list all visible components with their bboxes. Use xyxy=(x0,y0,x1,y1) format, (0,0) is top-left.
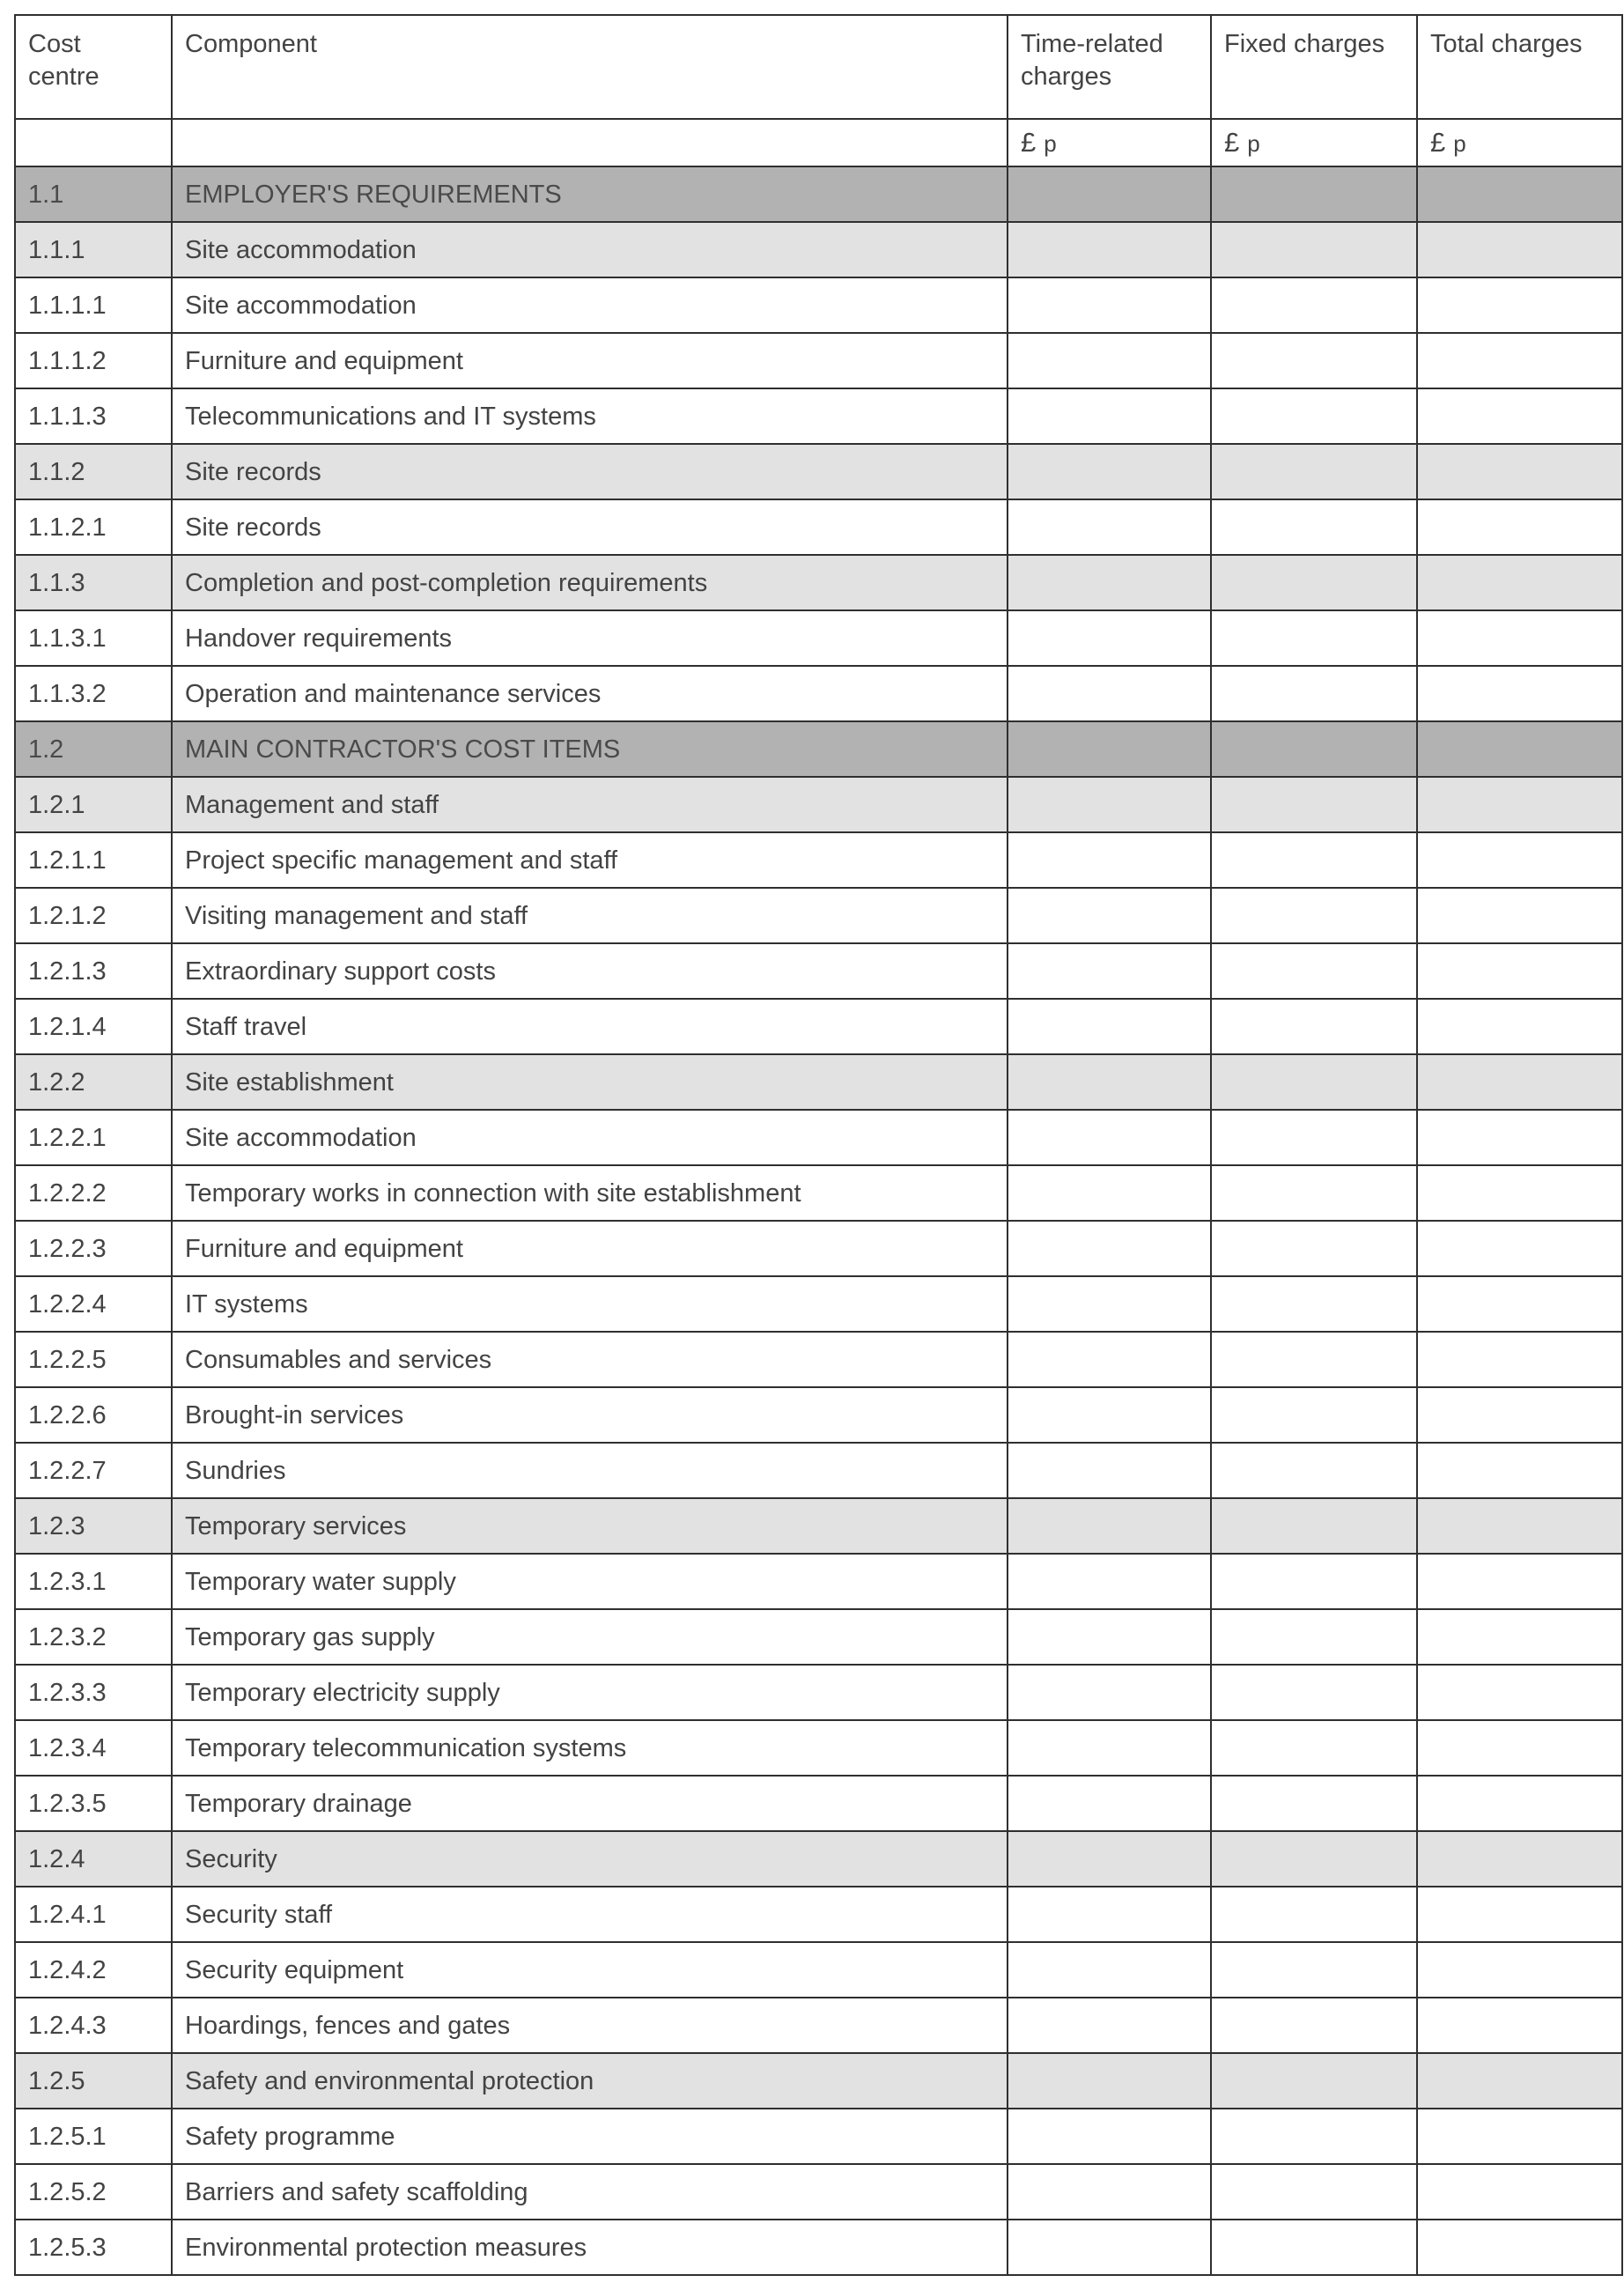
cost-centre-cell: 1.1.1 xyxy=(15,222,172,277)
cost-centre-cell: 1.1.3.2 xyxy=(15,666,172,721)
table-row xyxy=(15,1998,1622,2053)
table-row xyxy=(15,555,1622,610)
fixed-charges-cell xyxy=(1211,2220,1417,2275)
fixed-charges-cell xyxy=(1211,2164,1417,2220)
table-row xyxy=(15,166,1622,222)
unit-time-related xyxy=(1008,119,1211,166)
time-related-cell xyxy=(1008,1387,1211,1443)
time-related-cell xyxy=(1008,1221,1211,1276)
cost-centre-cell: 1.2.2.3 xyxy=(15,1221,172,1276)
total-charges-cell xyxy=(1417,888,1622,943)
component-cell: IT systems xyxy=(172,1276,1008,1332)
unit-component-empty xyxy=(172,119,1008,166)
component-cell: Staff travel xyxy=(172,999,1008,1054)
table-row xyxy=(15,388,1622,444)
fixed-charges-cell xyxy=(1211,166,1417,222)
table-row xyxy=(15,1276,1622,1332)
table-row xyxy=(15,1831,1622,1887)
time-related-cell xyxy=(1008,555,1211,610)
unit-cost-centre-empty xyxy=(15,119,172,166)
time-related-cell xyxy=(1008,1720,1211,1776)
cost-centre-cell: 1.2.2.7 xyxy=(15,1443,172,1498)
time-related-cell xyxy=(1008,1609,1211,1665)
fixed-charges-cell xyxy=(1211,999,1417,1054)
time-related-cell xyxy=(1008,943,1211,999)
header-time-related: Time-related charges xyxy=(1008,15,1211,119)
fixed-charges-cell xyxy=(1211,499,1417,555)
unit-total-charges xyxy=(1417,119,1622,166)
cost-centre-cell: 1.1 xyxy=(15,166,172,222)
cost-centre-cell: 1.1.2.1 xyxy=(15,499,172,555)
table-row xyxy=(15,1387,1622,1443)
time-related-cell xyxy=(1008,333,1211,388)
total-charges-cell xyxy=(1417,721,1622,777)
table-row xyxy=(15,1165,1622,1221)
total-charges-cell xyxy=(1417,2053,1622,2109)
table-row xyxy=(15,444,1622,499)
component-cell: Security equipment xyxy=(172,1942,1008,1998)
component-cell: Temporary water supply xyxy=(172,1554,1008,1609)
time-related-cell xyxy=(1008,610,1211,666)
total-charges-cell xyxy=(1417,999,1622,1054)
time-related-cell xyxy=(1008,2053,1211,2109)
unit-row xyxy=(15,119,1622,166)
total-charges-cell xyxy=(1417,1942,1622,1998)
table-row xyxy=(15,888,1622,943)
component-cell: Consumables and services xyxy=(172,1332,1008,1387)
component-cell: EMPLOYER'S REQUIREMENTS xyxy=(172,166,1008,222)
total-charges-cell xyxy=(1417,555,1622,610)
fixed-charges-cell xyxy=(1211,721,1417,777)
cost-centre-cell: 1.1.1.3 xyxy=(15,388,172,444)
table-row xyxy=(15,277,1622,333)
time-related-cell xyxy=(1008,388,1211,444)
component-cell: Site accommodation xyxy=(172,1110,1008,1165)
cost-centre-cell: 1.2.2.2 xyxy=(15,1165,172,1221)
cost-centre-cell: 1.2.2.6 xyxy=(15,1387,172,1443)
time-related-cell xyxy=(1008,1165,1211,1221)
time-related-cell xyxy=(1008,166,1211,222)
table-row xyxy=(15,2109,1622,2164)
cost-centre-cell: 1.1.1.1 xyxy=(15,277,172,333)
time-related-cell xyxy=(1008,888,1211,943)
time-related-cell xyxy=(1008,832,1211,888)
total-charges-cell xyxy=(1417,388,1622,444)
component-cell: Project specific management and staff xyxy=(172,832,1008,888)
total-charges-cell xyxy=(1417,1054,1622,1110)
fixed-charges-cell xyxy=(1211,943,1417,999)
table-head xyxy=(15,15,1622,166)
time-related-cell xyxy=(1008,1332,1211,1387)
table-row xyxy=(15,1554,1622,1609)
cost-centre-cell: 1.2.1 xyxy=(15,777,172,832)
cost-centre-cell: 1.2.3.4 xyxy=(15,1720,172,1776)
time-related-cell xyxy=(1008,2164,1211,2220)
cost-centre-cell: 1.2 xyxy=(15,721,172,777)
total-charges-cell xyxy=(1417,1443,1622,1498)
cost-centre-cell: 1.2.1.1 xyxy=(15,832,172,888)
component-cell: Security xyxy=(172,1831,1008,1887)
total-charges-cell xyxy=(1417,444,1622,499)
total-charges-cell xyxy=(1417,222,1622,277)
fixed-charges-cell xyxy=(1211,444,1417,499)
component-cell: Barriers and safety scaffolding xyxy=(172,2164,1008,2220)
time-related-cell xyxy=(1008,1554,1211,1609)
currency-symbol: £ xyxy=(1430,126,1446,158)
time-related-cell xyxy=(1008,277,1211,333)
cost-centre-cell: 1.2.5 xyxy=(15,2053,172,2109)
table-row xyxy=(15,721,1622,777)
total-charges-cell xyxy=(1417,1998,1622,2053)
component-cell: Safety programme xyxy=(172,2109,1008,2164)
total-charges-cell xyxy=(1417,1609,1622,1665)
cost-centre-cell: 1.2.3.1 xyxy=(15,1554,172,1609)
table-row xyxy=(15,1443,1622,1498)
total-charges-cell xyxy=(1417,943,1622,999)
table-row xyxy=(15,1942,1622,1998)
time-related-cell xyxy=(1008,999,1211,1054)
table-row xyxy=(15,1498,1622,1554)
fixed-charges-cell xyxy=(1211,1165,1417,1221)
fixed-charges-cell xyxy=(1211,1110,1417,1165)
total-charges-cell xyxy=(1417,1887,1622,1942)
cost-centre-cell: 1.2.4 xyxy=(15,1831,172,1887)
table-row xyxy=(15,943,1622,999)
component-cell: Site accommodation xyxy=(172,277,1008,333)
table-row xyxy=(15,1110,1622,1165)
component-cell: Temporary works in connection with site establishment xyxy=(172,1165,1008,1221)
total-charges-cell xyxy=(1417,1387,1622,1443)
time-related-cell xyxy=(1008,1665,1211,1720)
fixed-charges-cell xyxy=(1211,666,1417,721)
cost-centre-cell: 1.2.3.2 xyxy=(15,1609,172,1665)
table-row xyxy=(15,1720,1622,1776)
component-cell: Temporary electricity supply xyxy=(172,1665,1008,1720)
fixed-charges-cell xyxy=(1211,555,1417,610)
fixed-charges-cell xyxy=(1211,1443,1417,1498)
cost-centre-cell: 1.2.2 xyxy=(15,1054,172,1110)
component-cell: MAIN CONTRACTOR'S COST ITEMS xyxy=(172,721,1008,777)
table-row xyxy=(15,222,1622,277)
total-charges-cell xyxy=(1417,666,1622,721)
table-row xyxy=(15,777,1622,832)
fixed-charges-cell xyxy=(1211,277,1417,333)
fixed-charges-cell xyxy=(1211,333,1417,388)
total-charges-cell xyxy=(1417,610,1622,666)
table-row xyxy=(15,832,1622,888)
component-cell: Brought-in services xyxy=(172,1387,1008,1443)
currency-symbol: £ xyxy=(1224,126,1240,158)
component-cell: Security staff xyxy=(172,1887,1008,1942)
currency-symbol: £ xyxy=(1021,126,1037,158)
cost-centre-cell: 1.2.2.4 xyxy=(15,1276,172,1332)
fixed-charges-cell xyxy=(1211,1665,1417,1720)
component-cell: Temporary services xyxy=(172,1498,1008,1554)
component-cell: Operation and maintenance services xyxy=(172,666,1008,721)
component-cell: Site establishment xyxy=(172,1054,1008,1110)
time-related-cell xyxy=(1008,721,1211,777)
component-cell: Safety and environmental protection xyxy=(172,2053,1008,2109)
component-cell: Site accommodation xyxy=(172,222,1008,277)
cost-centre-cell: 1.1.2 xyxy=(15,444,172,499)
time-related-cell xyxy=(1008,1776,1211,1831)
table-row xyxy=(15,2164,1622,2220)
fixed-charges-cell xyxy=(1211,832,1417,888)
total-charges-cell xyxy=(1417,1165,1622,1221)
fixed-charges-cell xyxy=(1211,388,1417,444)
pence-symbol: p xyxy=(1247,129,1260,157)
total-charges-cell xyxy=(1417,277,1622,333)
time-related-cell xyxy=(1008,1054,1211,1110)
cost-centre-cell: 1.2.5.2 xyxy=(15,2164,172,2220)
time-related-cell xyxy=(1008,222,1211,277)
cost-centre-cell: 1.2.3.5 xyxy=(15,1776,172,1831)
cost-centre-cell: 1.2.5.3 xyxy=(15,2220,172,2275)
table-row xyxy=(15,1887,1622,1942)
cost-centre-cell: 1.2.1.2 xyxy=(15,888,172,943)
fixed-charges-cell xyxy=(1211,1609,1417,1665)
component-cell: Environmental protection measures xyxy=(172,2220,1008,2275)
pence-symbol: p xyxy=(1453,129,1466,157)
table-row xyxy=(15,1776,1622,1831)
cost-centre-cell: 1.2.1.4 xyxy=(15,999,172,1054)
component-cell: Extraordinary support costs xyxy=(172,943,1008,999)
component-cell: Furniture and equipment xyxy=(172,1221,1008,1276)
time-related-cell xyxy=(1008,2109,1211,2164)
cost-centre-cell: 1.2.1.3 xyxy=(15,943,172,999)
time-related-cell xyxy=(1008,1276,1211,1332)
total-charges-cell xyxy=(1417,499,1622,555)
fixed-charges-cell xyxy=(1211,1831,1417,1887)
table-row xyxy=(15,1332,1622,1387)
table-row xyxy=(15,1665,1622,1720)
total-charges-cell xyxy=(1417,1665,1622,1720)
header-cost-centre: Cost centre xyxy=(15,15,172,119)
component-cell: Site records xyxy=(172,444,1008,499)
header-total-charges: Total charges xyxy=(1417,15,1622,119)
component-cell: Handover requirements xyxy=(172,610,1008,666)
fixed-charges-cell xyxy=(1211,610,1417,666)
cost-centre-cell: 1.2.3.3 xyxy=(15,1665,172,1720)
total-charges-cell xyxy=(1417,2109,1622,2164)
table-body xyxy=(15,166,1622,2275)
time-related-cell xyxy=(1008,777,1211,832)
fixed-charges-cell xyxy=(1211,2053,1417,2109)
fixed-charges-cell xyxy=(1211,222,1417,277)
component-cell: Telecommunications and IT systems xyxy=(172,388,1008,444)
component-cell: Temporary gas supply xyxy=(172,1609,1008,1665)
time-related-cell xyxy=(1008,1942,1211,1998)
component-cell: Temporary telecommunication systems xyxy=(172,1720,1008,1776)
time-related-cell xyxy=(1008,1110,1211,1165)
cost-centre-cell: 1.1.3 xyxy=(15,555,172,610)
component-cell: Management and staff xyxy=(172,777,1008,832)
total-charges-cell xyxy=(1417,1720,1622,1776)
header-row xyxy=(15,15,1622,119)
time-related-cell xyxy=(1008,1887,1211,1942)
fixed-charges-cell xyxy=(1211,1387,1417,1443)
total-charges-cell xyxy=(1417,2220,1622,2275)
time-related-cell xyxy=(1008,1831,1211,1887)
pence-symbol: p xyxy=(1044,129,1057,157)
cost-centre-cell: 1.2.4.3 xyxy=(15,1998,172,2053)
total-charges-cell xyxy=(1417,1554,1622,1609)
table-row xyxy=(15,2220,1622,2275)
table-row xyxy=(15,1609,1622,1665)
total-charges-cell xyxy=(1417,1332,1622,1387)
total-charges-cell xyxy=(1417,333,1622,388)
total-charges-cell xyxy=(1417,1776,1622,1831)
fixed-charges-cell xyxy=(1211,777,1417,832)
fixed-charges-cell xyxy=(1211,1942,1417,1998)
fixed-charges-cell xyxy=(1211,1554,1417,1609)
fixed-charges-cell xyxy=(1211,1054,1417,1110)
cost-centre-cell: 1.2.2.1 xyxy=(15,1110,172,1165)
table-row xyxy=(15,2053,1622,2109)
fixed-charges-cell xyxy=(1211,888,1417,943)
time-related-cell xyxy=(1008,1498,1211,1554)
table-row xyxy=(15,1054,1622,1110)
cost-centre-cell: 1.1.3.1 xyxy=(15,610,172,666)
time-related-cell xyxy=(1008,2220,1211,2275)
total-charges-cell xyxy=(1417,832,1622,888)
table-row xyxy=(15,999,1622,1054)
fixed-charges-cell xyxy=(1211,1720,1417,1776)
component-cell: Completion and post-completion requirements xyxy=(172,555,1008,610)
table-row xyxy=(15,666,1622,721)
component-cell: Site records xyxy=(172,499,1008,555)
time-related-cell xyxy=(1008,666,1211,721)
table-row xyxy=(15,499,1622,555)
fixed-charges-cell xyxy=(1211,1276,1417,1332)
fixed-charges-cell xyxy=(1211,1998,1417,2053)
total-charges-cell xyxy=(1417,1221,1622,1276)
fixed-charges-cell xyxy=(1211,1221,1417,1276)
total-charges-cell xyxy=(1417,2164,1622,2220)
fixed-charges-cell xyxy=(1211,1887,1417,1942)
component-cell: Sundries xyxy=(172,1443,1008,1498)
total-charges-cell xyxy=(1417,166,1622,222)
time-related-cell xyxy=(1008,1998,1211,2053)
cost-centre-cell: 1.1.1.2 xyxy=(15,333,172,388)
total-charges-cell xyxy=(1417,1110,1622,1165)
component-cell: Hoardings, fences and gates xyxy=(172,1998,1008,2053)
table-row xyxy=(15,1221,1622,1276)
cost-breakdown-table xyxy=(14,14,1623,2276)
header-fixed-charges: Fixed charges xyxy=(1211,15,1417,119)
unit-fixed-charges xyxy=(1211,119,1417,166)
cost-centre-cell: 1.2.5.1 xyxy=(15,2109,172,2164)
fixed-charges-cell xyxy=(1211,1498,1417,1554)
time-related-cell xyxy=(1008,499,1211,555)
component-cell: Temporary drainage xyxy=(172,1776,1008,1831)
cost-centre-cell: 1.2.3 xyxy=(15,1498,172,1554)
cost-centre-cell: 1.2.4.2 xyxy=(15,1942,172,1998)
component-cell: Visiting management and staff xyxy=(172,888,1008,943)
component-cell: Furniture and equipment xyxy=(172,333,1008,388)
time-related-cell xyxy=(1008,444,1211,499)
fixed-charges-cell xyxy=(1211,1332,1417,1387)
table-row xyxy=(15,333,1622,388)
time-related-cell xyxy=(1008,1443,1211,1498)
cost-centre-cell: 1.2.2.5 xyxy=(15,1332,172,1387)
total-charges-cell xyxy=(1417,1498,1622,1554)
cost-centre-cell: 1.2.4.1 xyxy=(15,1887,172,1942)
header-component: Component xyxy=(172,15,1008,119)
total-charges-cell xyxy=(1417,1276,1622,1332)
fixed-charges-cell xyxy=(1211,1776,1417,1831)
fixed-charges-cell xyxy=(1211,2109,1417,2164)
total-charges-cell xyxy=(1417,777,1622,832)
total-charges-cell xyxy=(1417,1831,1622,1887)
table-row xyxy=(15,610,1622,666)
